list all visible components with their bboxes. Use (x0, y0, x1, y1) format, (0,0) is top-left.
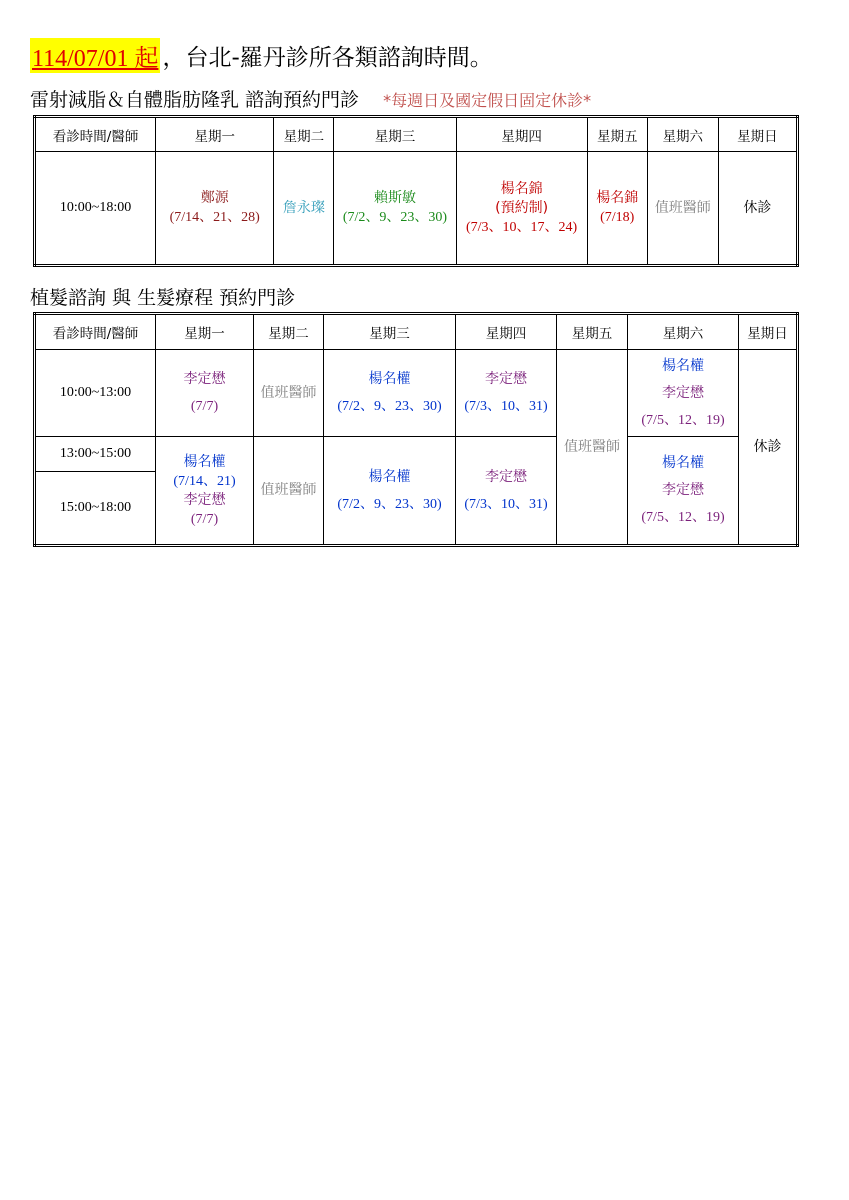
thu-afternoon-cell (456, 437, 557, 546)
doctor-name: 鄭源 (200, 190, 229, 206)
tue-morning-cell: 值班醫師 (254, 350, 324, 437)
doctor-name: 李定懋 (183, 371, 226, 387)
doctor-name: 李定懋 (662, 384, 704, 401)
doctor-name: 楊名權 (368, 468, 411, 485)
appointment-note: (預約制) (495, 199, 549, 216)
dates: (7/2、9、23、30) (337, 399, 442, 414)
dates: (7/2、9、23、30) (337, 496, 442, 512)
doctor-name: 詹永璨 (282, 199, 325, 216)
sat-morning-cell (628, 350, 739, 437)
dates: (7/3、10、31) (464, 399, 548, 414)
tue-afternoon-cell: 值班醫師 (254, 437, 324, 546)
table-row (35, 152, 798, 266)
wed-cell (334, 152, 456, 266)
dates: (7/18) (600, 210, 635, 225)
doctor-name: 李定懋 (485, 468, 527, 485)
closed-label: 休診 (743, 199, 772, 216)
sun-cell (718, 152, 797, 266)
time-slot: 15:00~18:00 (35, 472, 156, 546)
dates: (7/2、9、23、30) (342, 210, 448, 225)
dates: (7/14、21) (173, 473, 236, 489)
fri-cell (587, 152, 647, 266)
doctor-name: 楊名錦 (596, 190, 639, 206)
col-header-sat: 星期六 (628, 314, 739, 350)
hair-schedule-table (33, 312, 799, 547)
col-header-mon: 星期一 (156, 314, 254, 350)
col-header-tue: 星期二 (274, 117, 334, 152)
col-header-time: 看診時間/醫師 (35, 117, 156, 152)
time-slot: 13:00~15:00 (35, 437, 156, 472)
mon-cell (156, 152, 274, 266)
col-header-sun: 星期日 (739, 314, 798, 350)
page-title (30, 38, 493, 72)
doctor-name: 李定懋 (485, 371, 527, 387)
laser-schedule-table (33, 115, 799, 267)
section1-title: 雷射減脂＆自體脂肪隆乳 諮詢預約門診 (30, 89, 360, 111)
doctor-name: 楊名錦 (500, 180, 543, 197)
dates: (7/5、12、19) (641, 412, 725, 428)
table-header-row (35, 117, 798, 152)
table-row (35, 437, 798, 472)
holiday-note: *每週日及國定假日固定休診* (383, 91, 592, 110)
sat-cell (647, 152, 718, 266)
dates: (7/3、10、17、24) (466, 219, 578, 235)
mon-afternoon-cell (156, 437, 254, 546)
page-title-text: ，台北-羅丹診所各類諮詢時間。 (162, 44, 493, 71)
wed-morning-cell (324, 350, 456, 437)
fri-cell: 值班醫師 (557, 350, 628, 546)
col-header-time: 看診時間/醫師 (35, 314, 156, 350)
section1-heading (30, 85, 591, 112)
doctor-name: 賴斯敏 (373, 190, 416, 206)
dates: (7/7) (190, 511, 219, 527)
col-header-tue: 星期二 (254, 314, 324, 350)
thu-cell (456, 152, 587, 266)
doctor-name: 楊名權 (368, 371, 411, 387)
sun-cell: 休診 (739, 350, 798, 546)
time-slot: 10:00~18:00 (35, 152, 156, 266)
mon-morning-cell (156, 350, 254, 437)
doctor-name: 楊名權 (662, 455, 704, 471)
col-header-fri: 星期五 (557, 314, 628, 350)
tue-cell (274, 152, 334, 266)
col-header-thu: 星期四 (456, 117, 587, 152)
dates: (7/5、12、19) (641, 510, 725, 525)
dates: (7/7) (190, 399, 219, 414)
wed-afternoon-cell (324, 437, 456, 546)
doctor-name: 楊名權 (662, 357, 704, 374)
effective-date: 114/07/01 起 (30, 38, 160, 73)
section2-title: 植髮諮詢 與 生髮療程 預約門診 (30, 287, 296, 309)
doctor-name: 楊名權 (183, 453, 226, 470)
col-header-thu: 星期四 (456, 314, 557, 350)
doctor-name: 值班醫師 (654, 199, 711, 216)
col-header-sun: 星期日 (718, 117, 797, 152)
col-header-wed: 星期三 (334, 117, 456, 152)
col-header-fri: 星期五 (587, 117, 647, 152)
time-slot: 10:00~13:00 (35, 350, 156, 437)
col-header-mon: 星期一 (156, 117, 274, 152)
col-header-wed: 星期三 (324, 314, 456, 350)
doctor-name: 李定懋 (183, 491, 226, 508)
table-row (35, 350, 798, 437)
dates: (7/14、21、28) (169, 210, 260, 225)
col-header-sat: 星期六 (647, 117, 718, 152)
table-header-row (35, 314, 798, 350)
sat-afternoon-cell (628, 437, 739, 546)
section2-heading (30, 283, 295, 310)
thu-morning-cell (456, 350, 557, 437)
doctor-name: 李定懋 (662, 482, 704, 498)
dates: (7/3、10、31) (464, 496, 548, 512)
